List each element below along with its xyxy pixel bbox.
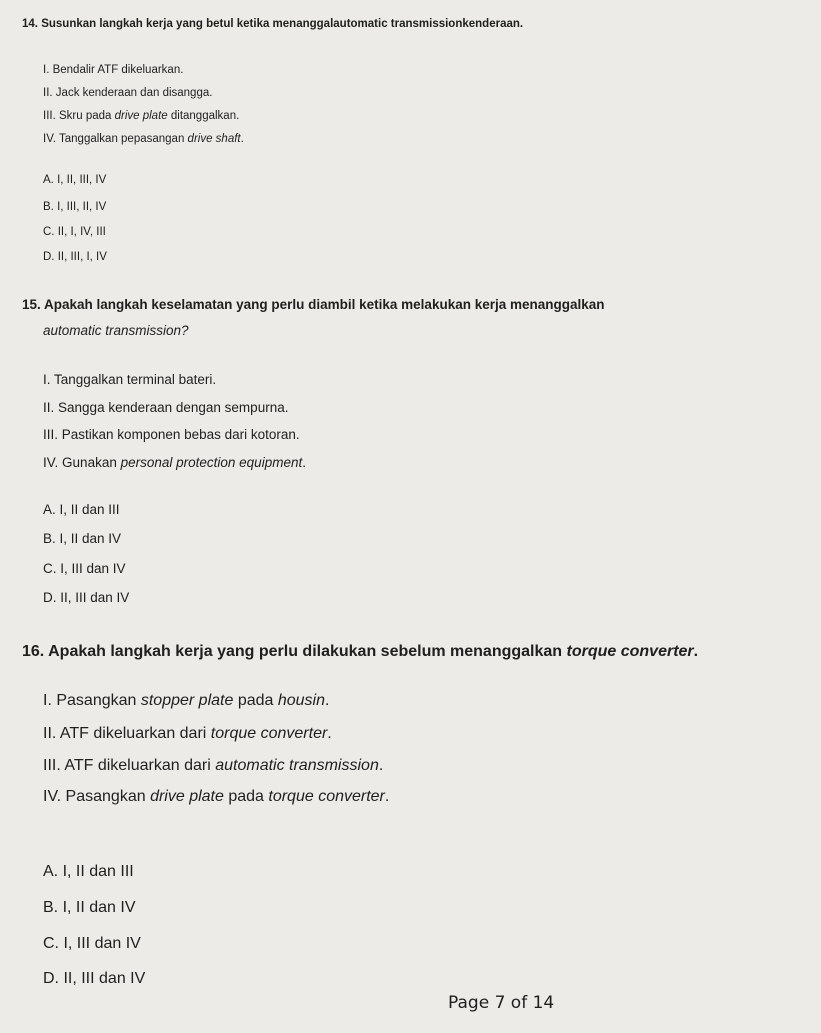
q15-statement-1: I. Tanggalkan terminal bateri. <box>43 372 217 387</box>
q16-statement-4: IV. Pasangkan drive plate pada torque converter. <box>43 788 390 805</box>
q14-option-d[interactable]: D. II, III, I, IV <box>43 251 107 263</box>
q15-option-a[interactable]: A. I, II dan III <box>43 502 120 517</box>
q16-option-a[interactable]: A. I, II dan III <box>43 863 134 880</box>
q14-statement-2: II. Jack kenderaan dan disangga. <box>43 87 213 99</box>
q15-statement-4: IV. Gunakan personal protection equipment. <box>43 455 306 470</box>
q14-statement-4: IV. Tanggalkan pepasangan drive shaft. <box>43 133 244 145</box>
q16-option-b[interactable]: B. I, II dan IV <box>43 899 136 916</box>
q16-option-d[interactable]: D. II, III dan IV <box>43 970 146 987</box>
q14-statement-3: III. Skru pada drive plate ditanggalkan. <box>43 110 240 122</box>
q14-option-b[interactable]: B. I, III, II, IV <box>43 201 107 213</box>
q16-option-c[interactable]: C. I, III dan IV <box>43 935 141 952</box>
q15-statement-2: II. Sangga kenderaan dengan sempurna. <box>43 400 289 415</box>
q16-statement-3: III. ATF dikeluarkan dari automatic transmission. <box>43 757 384 774</box>
page-number: Page 7 of 14 <box>448 993 555 1013</box>
question-15-title-cont: automatic transmission? <box>43 323 189 338</box>
q14-option-c[interactable]: C. II, I, IV, III <box>43 226 106 238</box>
q16-statement-2: II. ATF dikeluarkan dari torque converter. <box>43 725 332 742</box>
question-15-title: 15. Apakah langkah keselamatan yang perlu diambil ketika melakukan kerja menanggalkan <box>22 297 605 312</box>
question-14-title: 14. Susunkan langkah kerja yang betul ketika menanggalautomatic transmissionkenderaan. <box>22 18 524 30</box>
q15-option-c[interactable]: C. I, III dan IV <box>43 561 126 576</box>
q15-option-b[interactable]: B. I, II dan IV <box>43 531 122 546</box>
q14-statement-1: I. Bendalir ATF dikeluarkan. <box>43 64 184 76</box>
question-16-title: 16. Apakah langkah kerja yang perlu dilakukan sebelum menanggalkan torque converter. <box>22 643 699 660</box>
q14-option-a[interactable]: A. I, II, III, IV <box>43 174 107 186</box>
q16-statement-1: I. Pasangkan stopper plate pada housin. <box>43 692 330 709</box>
q15-statement-3: III. Pastikan komponen bebas dari kotoran. <box>43 427 300 442</box>
q15-option-d[interactable]: D. II, III dan IV <box>43 590 130 605</box>
